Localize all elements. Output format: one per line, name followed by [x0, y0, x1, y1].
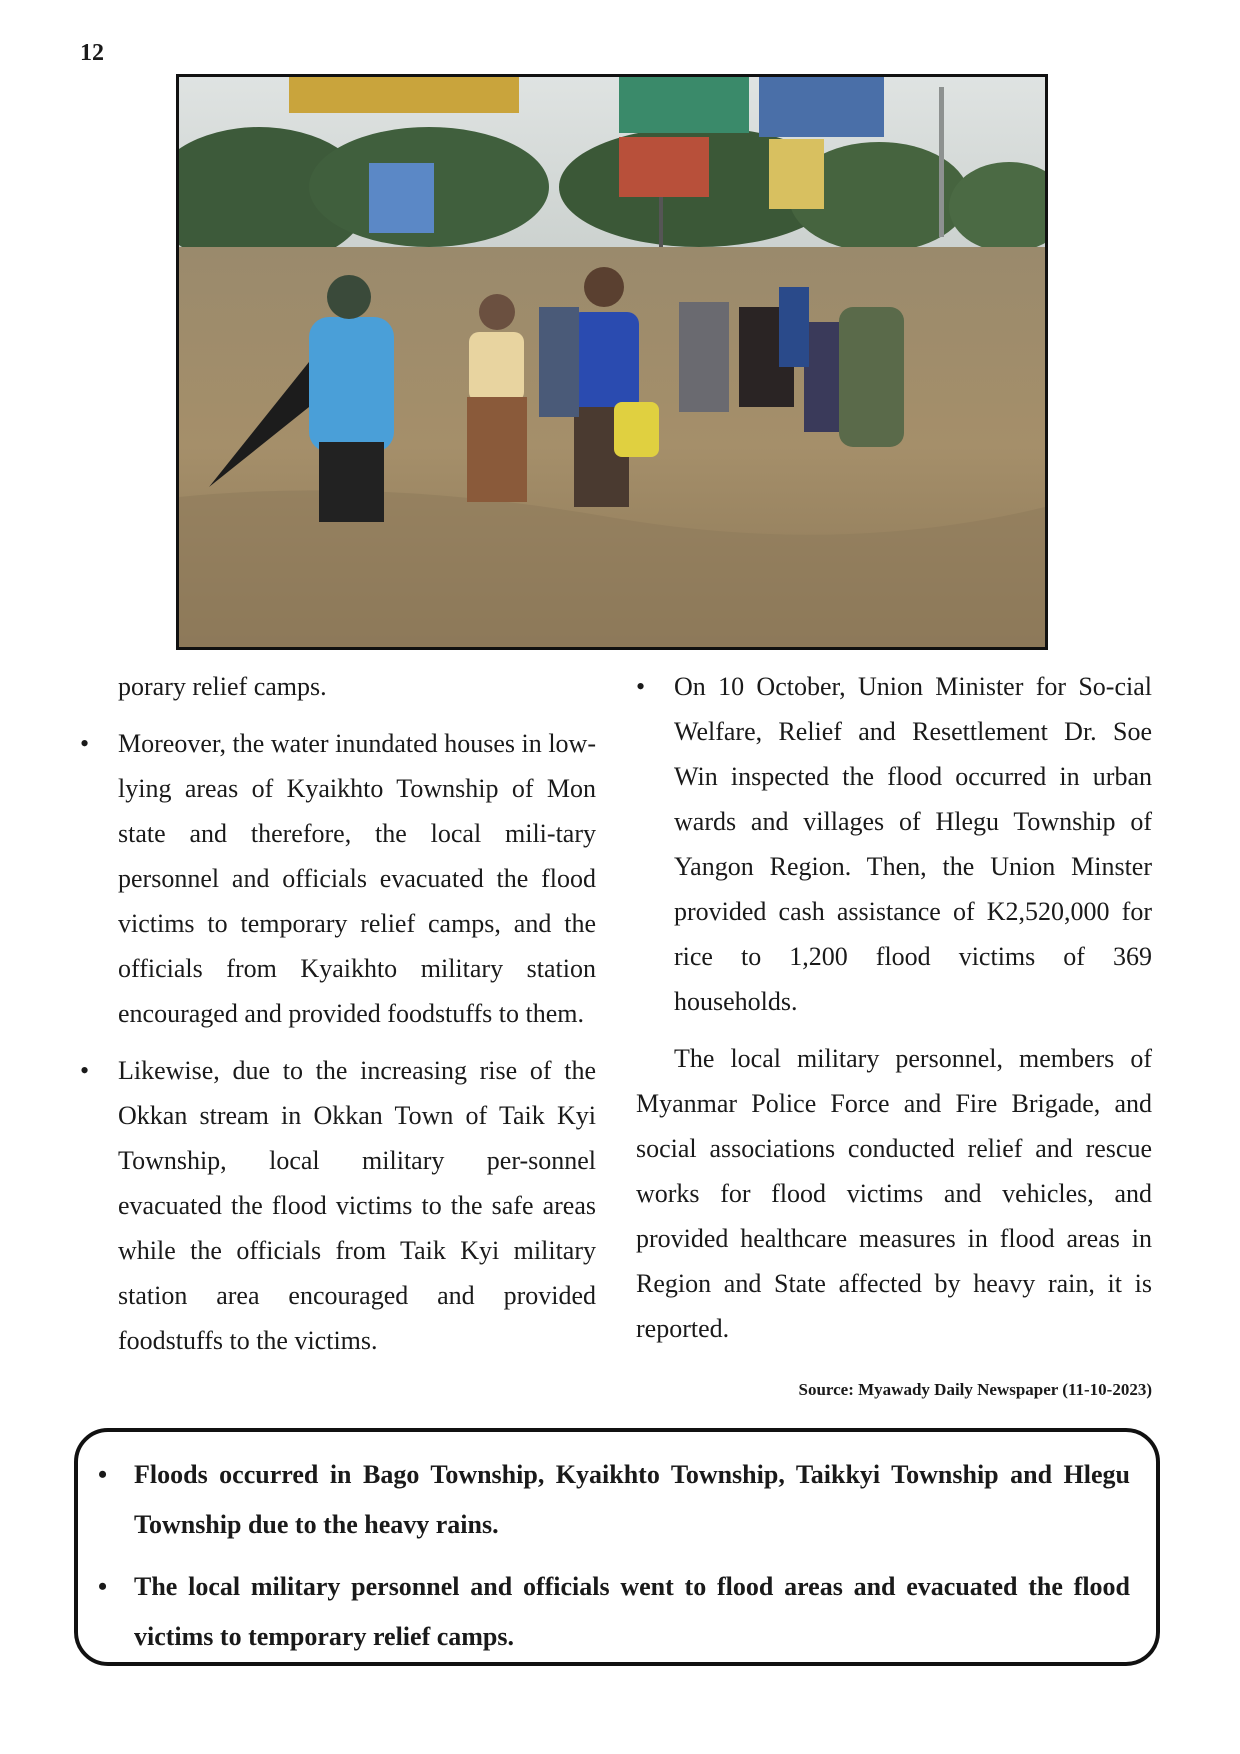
summary-item: • Floods occurred in Bago Township, Kyaikhto Township, Taikkyi Township and Hlegu Township due to the heavy rains.: [134, 1450, 1130, 1550]
source-citation: Source: Myawady Daily Newspaper (11-10-2023): [798, 1380, 1152, 1399]
continued-paragraph: porary relief camps.: [118, 672, 327, 701]
body-paragraph: The local military personnel, members of Myanmar Police Force and Fire Brigade, and social associations conducted relief and rescue works for flood victims and vehicles, and provided healthcare measures in flood areas in Region and State affected by heavy rain, it is reported.: [636, 1044, 1152, 1343]
bullet-item: • Likewise, due to the increasing rise of the Okkan stream in Okkan Town of Taik Kyi Township, local military per-sonnel evacuated the flood victims to the safe areas while the officials from Taik Kyi military station area encouraged and provided foodstuffs to the victims.: [80, 1048, 596, 1363]
bullet-item: • Moreover, the water inundated houses in low-lying areas of Kyaikhto Township of Mon state and therefore, the local mili-tary personnel and officials evacuated the flood victims to temporary relief camps, and the officials from Kyaikhto military station encouraged and provided foodstuffs to them.: [80, 721, 596, 1036]
summary-box: [74, 1428, 1160, 1666]
summary-item: • The local military personnel and officials went to flood areas and evacuated the flood victims to temporary relief camps.: [134, 1562, 1130, 1662]
page-number: 12: [80, 40, 104, 66]
left-column: [80, 664, 596, 1363]
flood-photo: [176, 74, 1048, 650]
right-column: [636, 664, 1152, 1351]
bullet-item: • On 10 October, Union Minister for So-cial Welfare, Relief and Resettlement Dr. Soe Win inspected the flood occurred in urban wards and villages of Hlegu Township of Yangon Region. Then, the Union Minster provided cash assistance of K2,520,000 for rice to 1,200 flood victims of 369 households.: [636, 664, 1152, 1024]
flood-photo-image: [179, 77, 1045, 647]
